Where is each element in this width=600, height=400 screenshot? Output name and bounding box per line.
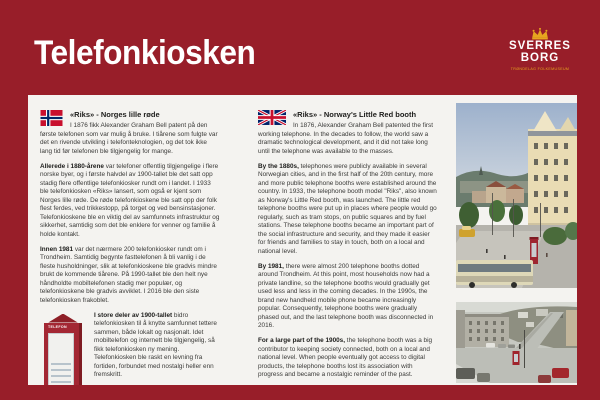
kiosk-door <box>48 333 74 386</box>
paragraph-lead: Innen 1981 <box>40 245 74 253</box>
kiosk-body <box>44 323 82 386</box>
norwegian-paragraph-3 <box>40 246 220 306</box>
uk-flag-icon <box>258 110 286 125</box>
paragraph-text: In 1876, Alexander Graham Bell patented the first working telephone. In the decades to follow, the world saw a dramatic technological development, and it did not take long until the telephone was available to the masses. <box>258 122 433 155</box>
logo-text-line1: SVERRES <box>509 40 571 52</box>
paragraph-text: the telephone booth was a big contributor to keeping society connected, both on a local and national level. When people eventually got access to digital products, the telephone booths lost its association with progress and became a nostalgic reminder of the past. <box>258 337 433 378</box>
kiosk-sign-label: TELEFON <box>48 325 67 329</box>
norwegian-heading: «Riks» - Norges lille røde <box>70 110 160 119</box>
norwegian-paragraph-1 <box>40 122 220 156</box>
english-heading: «Riks» - Norway's Little Red booth <box>293 110 417 119</box>
paragraph-text: telephones were publicly available in several Norwegian cities, and in the first half of the 20th century, more and more public telephone booths were established around the country. In 1933, the telephone booth model "Riks", also known as Norway's Little Red booth, was launched. The little red telephone booths were put up in places where people would go regularly, such as tram stops, on public squares and by fuel stations. These telephone booths became an important part of the social infrastructure and security, and they made it easier for friends and families to stay in touch, both on a local and national level. <box>258 162 437 255</box>
paragraph-lead: I store deler av 1900-tallet <box>94 311 173 319</box>
english-paragraph-1 <box>258 122 438 156</box>
phone-booth-in-photo-2 <box>513 351 520 365</box>
english-paragraph-3 <box>258 263 438 331</box>
norway-flag-icon <box>40 110 63 126</box>
phone-booth-in-photo <box>530 237 539 264</box>
paragraph-text: bidro telefonkiosken til å knytte samfunnet tettere sammen, både lokalt og nasjonalt. Idet mobiltelefon og internett ble tilgjengelig, så fikk telefonkiosken ny mening. Telefonkiosken ble raskt en levning fra fortiden, forbundet med nostalgi heller enn fremskritt. <box>94 311 217 378</box>
page-title: Telefonkiosken <box>34 34 256 72</box>
paragraph-lead: By the 1880s, <box>258 162 299 170</box>
paragraph-lead: For a large part of the 1900s, <box>258 337 346 344</box>
header <box>0 0 600 95</box>
content-panel <box>28 95 577 385</box>
museum-logo <box>503 27 577 71</box>
street-scene-photo <box>456 302 577 383</box>
paragraph-lead: Allerede i 1880-årene <box>40 162 104 170</box>
english-paragraph-2 <box>258 163 438 257</box>
paragraph-lead: By 1981, <box>258 262 284 270</box>
city-square-photo <box>456 103 577 288</box>
crown-icon <box>529 27 551 40</box>
norwegian-paragraph-2 <box>40 163 220 240</box>
paragraph-text: I 1876 fikk Alexander Graham Bell patent på den første telefonen som var mulig å bruke. I tiårene som fulgte var det en rivende utvikling i telefonteknologien, og det tok ikke lang tid før telefonen ble tilgjengelig for mange. <box>40 122 218 155</box>
norwegian-column <box>40 109 220 385</box>
kiosk-door-slats <box>51 363 71 385</box>
logo-subtitle: TRØNDELAG FOLKEMUSEUM <box>510 66 570 71</box>
english-paragraph-4 <box>258 337 438 380</box>
paragraph-text: var telefoner offentlig tilgjengelige i flere norske byer, og i første halvdel av 1900-tallet ble det satt opp stadig flere offentlige telefonkiosker rundt om i landet. I 1933 ble telefonkiosken «Riks» lansert, som også er kjent som Norges lille røde. De røde telefonkioskene ble satt opp der folk flest ferdes, ved trikkestopp, på torget og ved bensinstasjoner. Telefonkioskene ble en viktig del av samfunnets infrastruktur og sikkerhet, samtidig som det ble enklere for venner og familie å holde kontakt. <box>40 162 220 238</box>
paragraph-text: var det nærmere 200 telefonkiosker rundt om i Trondheim. Samtidig begynte fasttelefonen å bli vanlig i de fleste husholdninger, slik at telefonkioskene ble gradvis mindre brukt de kommende tiårene. På 1990-tallet ble den helt nye håndholdte mobiltelefonen stadig mer populær, og telefonkioskene ble gradvis avviklet. I 2016 ble den siste telefonkiosken frakoblet. <box>40 245 217 304</box>
telephone-kiosk-illustration <box>40 314 86 386</box>
logo-text-line2: BORG <box>520 51 560 64</box>
english-column <box>258 109 438 385</box>
kiosk-roof <box>40 314 86 323</box>
paragraph-text: there were almost 200 telephone booths dotted around Trondheim. At this point, most households now had a private landline, so the telephone booths would gradually get used less and less in the coming decades. In the 1990s, the brand new handheld mobile phone became increasingly popular. Consequently, telephone booths were gradually phased out, and the last telephone booth was disconnected in 2016. <box>258 262 434 329</box>
photo-column <box>456 103 577 383</box>
